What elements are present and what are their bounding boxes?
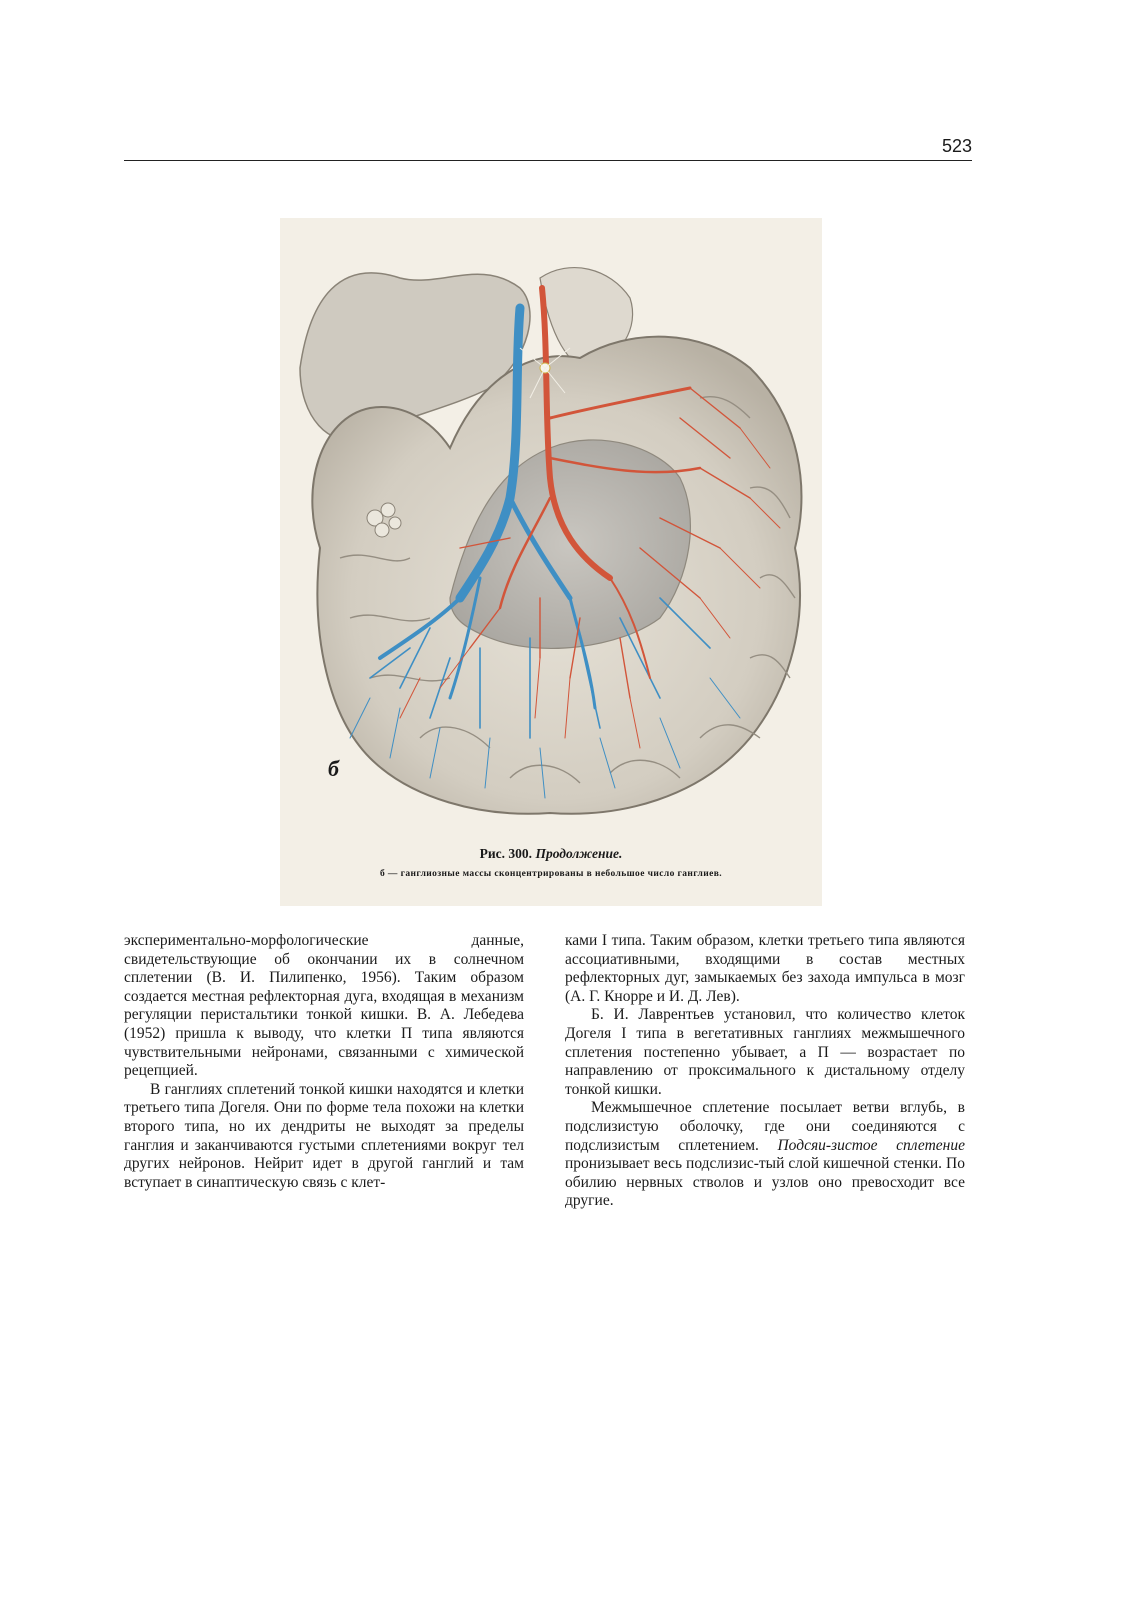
paragraph: Б. И. Лаврентьев установил, что количество клеток Догеля I типа в вегетативных ганглиях межмышечного сплетения постепенно убывает, а П — возрастает по направлению от проксимального к дистальному отделу тонкой кишки.: [565, 1006, 965, 1098]
figure-caption-label: Рис. 300.: [479, 846, 533, 861]
header-rule: [124, 160, 972, 161]
paragraph: [565, 1099, 965, 1211]
paragraph: В ганглиях сплетений тонкой кишки находятся и клетки третьего типа Догеля. Они по форме тела похожи на клетки второго типа, но их дендриты не выходят за пределы ганглия и заканчиваются густыми сплетениями вокруг тел других нейронов. Нейрит идет в другой ганглий и там вступает в синаптическую связь с клет-: [124, 1080, 524, 1191]
paragraph: экспериментально-морфологические данные, свидетельствующие об окончании их в солнечном сплетении (В. И. Пилипенко, 1956). Таким образом создается местная рефлекторная дуга, входящая в механизм регуляции перистальтики тонкой кишки. В. А. Лебедева (1952) пришла к выводу, что клетки П типа являются чувствительными нейронами, связанными с химической рецепцией.: [124, 932, 524, 1080]
figure-panel-letter: б: [328, 756, 339, 781]
paragraph-text: пронизывает весь подслизис-тый слой кишечной стенки. По обилию нервных стволов и узлов оно превосходит все другие.: [565, 1155, 965, 1210]
emphasized-term: Подсяи-зистое сплетение: [777, 1136, 965, 1154]
figure-caption-text: б — ганглиозные массы сконцентрированы в небольшое число ганглиев.: [380, 869, 722, 879]
figure-caption-title: [280, 846, 822, 862]
figure-caption-subtitle: Продолжение.: [535, 846, 623, 861]
anatomical-illustration: [280, 218, 822, 906]
right-text-column: [565, 932, 965, 1211]
intestine-drawing: [280, 218, 822, 906]
paragraph-text: Межмышечное сплетение посылает ветви вглубь, в подслизистую оболочку, где они соединяются с подслизистым сплетением.: [565, 1099, 965, 1154]
paragraph: ками I типа. Таким образом, клетки третьего типа являются ассоциативными, входящими в состав местных рефлекторных дуг, замыкаемых без захода импульса в мозг (А. Г. Кнорре и И. Д. Лев).: [565, 932, 965, 1005]
left-text-column: [124, 932, 524, 1192]
page-number: 523: [941, 136, 972, 156]
